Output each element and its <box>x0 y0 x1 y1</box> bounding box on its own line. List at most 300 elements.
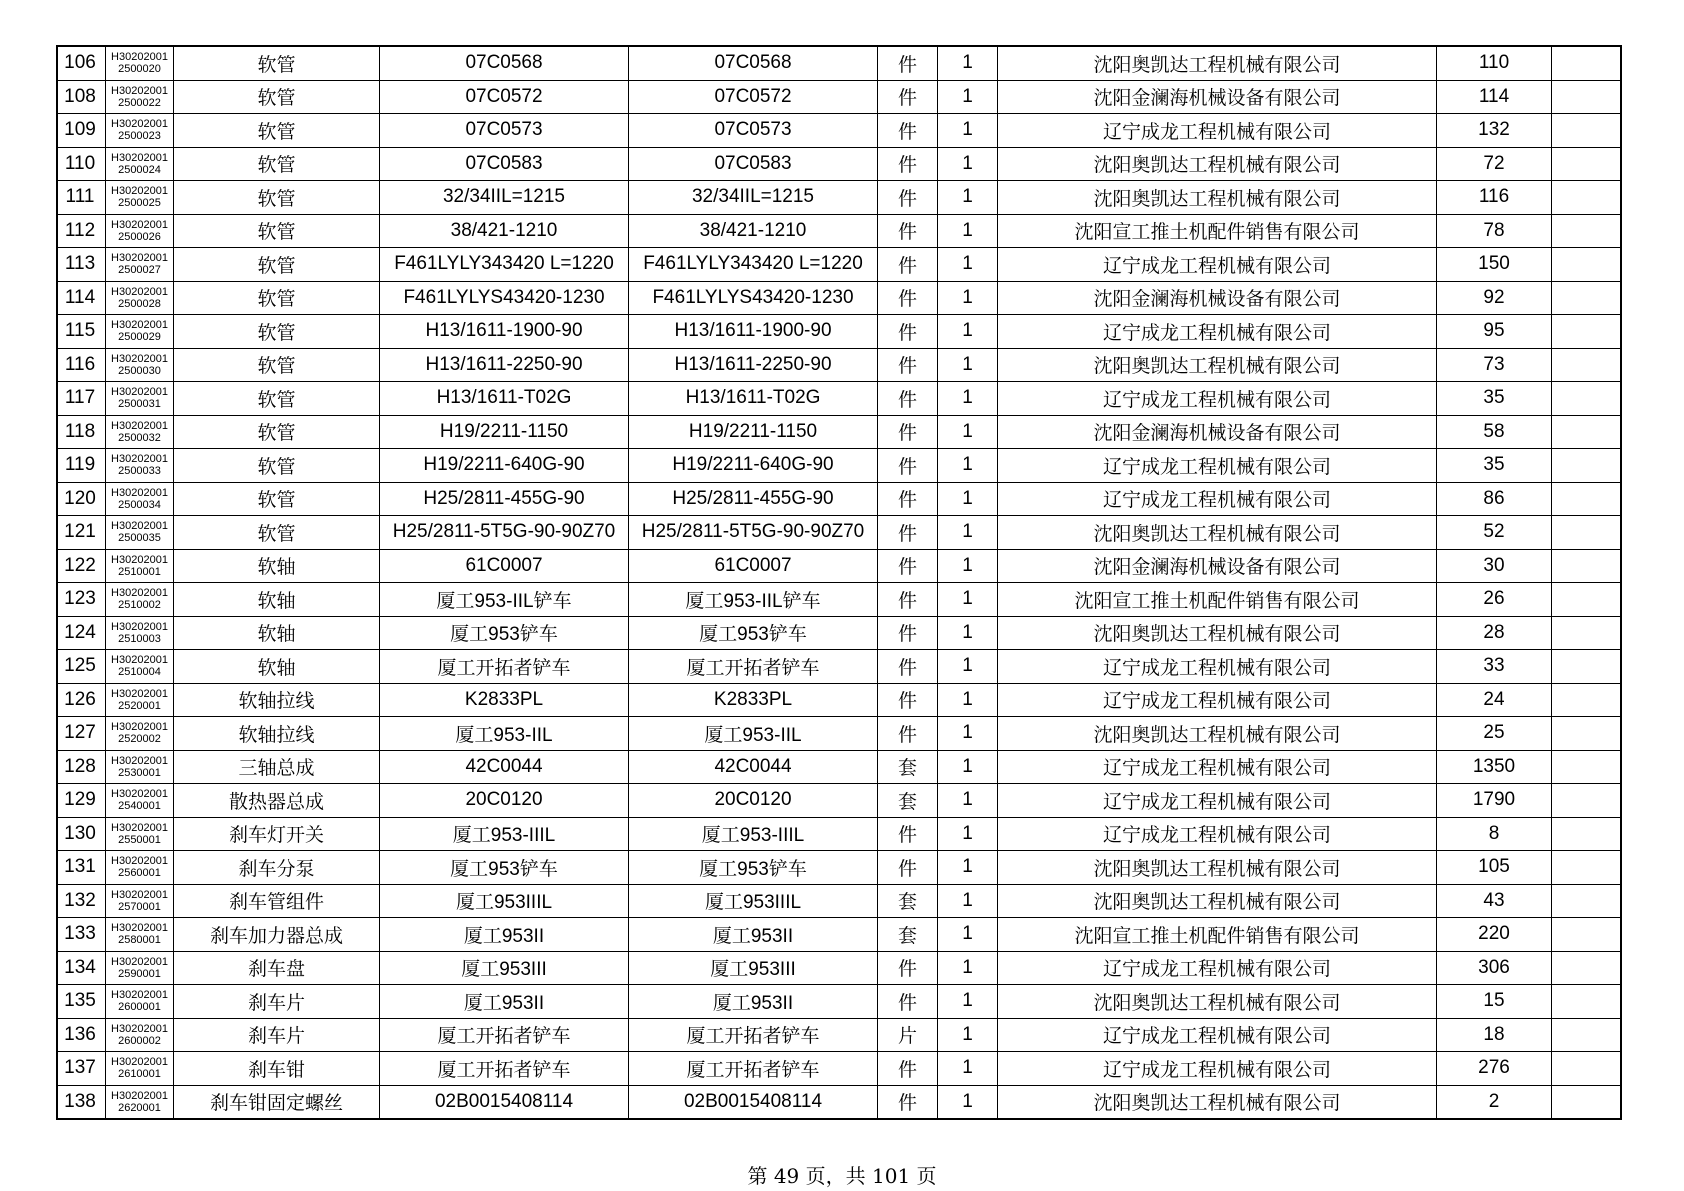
item-code-suffix: 2500031 <box>118 398 161 411</box>
supplier-cell: 沈阳奥凯达工程机械有限公司 <box>998 181 1437 215</box>
spec-model-alt-cell: 02B0015408114 <box>629 1085 878 1119</box>
item-name-cell: 刹车加力器总成 <box>174 918 380 952</box>
unit-cell: 件 <box>878 415 938 449</box>
item-code-prefix: H30202001 <box>111 185 168 198</box>
remark-cell <box>1552 46 1622 80</box>
item-name-cell: 软轴 <box>174 650 380 684</box>
supplier-cell: 沈阳金澜海机械设备有限公司 <box>998 415 1437 449</box>
remark-cell <box>1552 315 1622 349</box>
item-code-prefix: H30202001 <box>111 955 168 968</box>
quantity-cell: 1 <box>938 985 998 1019</box>
price-cell: 105 <box>1437 851 1552 885</box>
spec-model-alt-cell: H25/2811-5T5G-90-90Z70 <box>629 516 878 550</box>
item-name-cell: 刹车管组件 <box>174 884 380 918</box>
supplier-cell: 辽宁成龙工程机械有限公司 <box>998 315 1437 349</box>
item-name-cell: 软轴拉线 <box>174 717 380 751</box>
row-number-cell: 115 <box>57 315 106 349</box>
item-code-suffix: 2500020 <box>118 63 161 76</box>
supplier-cell: 沈阳金澜海机械设备有限公司 <box>998 80 1437 114</box>
quantity-cell: 1 <box>938 348 998 382</box>
item-code-cell <box>106 1052 174 1086</box>
item-name-cell: 软管 <box>174 181 380 215</box>
quantity-cell: 1 <box>938 683 998 717</box>
supplier-cell: 沈阳金澜海机械设备有限公司 <box>998 281 1437 315</box>
quantity-cell: 1 <box>938 918 998 952</box>
remark-cell <box>1552 951 1622 985</box>
quantity-cell: 1 <box>938 449 998 483</box>
quantity-cell: 1 <box>938 951 998 985</box>
price-cell: 110 <box>1437 46 1552 80</box>
row-number-cell: 118 <box>57 415 106 449</box>
item-code-cell <box>106 181 174 215</box>
spec-model-alt-cell: 07C0573 <box>629 114 878 148</box>
remark-cell <box>1552 214 1622 248</box>
quantity-cell: 1 <box>938 784 998 818</box>
quantity-cell: 1 <box>938 482 998 516</box>
spec-model-alt-cell: 厦工953-IIL <box>629 717 878 751</box>
item-code-cell <box>106 315 174 349</box>
item-code-cell <box>106 784 174 818</box>
table-row <box>57 1085 1621 1119</box>
item-code-cell <box>106 549 174 583</box>
row-number-cell: 109 <box>57 114 106 148</box>
price-cell: 220 <box>1437 918 1552 952</box>
spec-model-alt-cell: H13/1611-2250-90 <box>629 348 878 382</box>
item-code-cell <box>106 281 174 315</box>
item-name-cell: 软管 <box>174 114 380 148</box>
price-cell: 73 <box>1437 348 1552 382</box>
price-cell: 150 <box>1437 248 1552 282</box>
parts-price-table <box>56 45 1622 1120</box>
quantity-cell: 1 <box>938 1018 998 1052</box>
item-code-suffix: 2510004 <box>118 666 161 679</box>
spec-model-alt-cell: F461LYLY343420 L=1220 <box>629 248 878 282</box>
quantity-cell: 1 <box>938 181 998 215</box>
item-code-prefix: H30202001 <box>111 687 168 700</box>
row-number-cell: 127 <box>57 717 106 751</box>
spec-model-cell: 61C0007 <box>380 549 629 583</box>
remark-cell <box>1552 1085 1622 1119</box>
table-row <box>57 46 1621 80</box>
item-code-cell <box>106 1018 174 1052</box>
price-cell: 276 <box>1437 1052 1552 1086</box>
price-cell: 43 <box>1437 884 1552 918</box>
supplier-cell: 沈阳宣工推土机配件销售有限公司 <box>998 583 1437 617</box>
item-name-cell: 软管 <box>174 315 380 349</box>
unit-cell: 件 <box>878 147 938 181</box>
table-row <box>57 851 1621 885</box>
table-row <box>57 382 1621 416</box>
row-number-cell: 111 <box>57 181 106 215</box>
remark-cell <box>1552 817 1622 851</box>
unit-cell: 件 <box>878 80 938 114</box>
spec-model-alt-cell: 07C0583 <box>629 147 878 181</box>
item-code-cell <box>106 516 174 550</box>
quantity-cell: 1 <box>938 415 998 449</box>
item-name-cell: 软轴拉线 <box>174 683 380 717</box>
price-cell: 33 <box>1437 650 1552 684</box>
price-cell: 1350 <box>1437 750 1552 784</box>
spec-model-alt-cell: 07C0568 <box>629 46 878 80</box>
quantity-cell: 1 <box>938 382 998 416</box>
row-number-cell: 114 <box>57 281 106 315</box>
supplier-cell: 辽宁成龙工程机械有限公司 <box>998 1052 1437 1086</box>
spec-model-cell: 20C0120 <box>380 784 629 818</box>
remark-cell <box>1552 851 1622 885</box>
item-code-cell <box>106 918 174 952</box>
item-code-suffix: 2500035 <box>118 532 161 545</box>
spec-model-cell: H19/2211-1150 <box>380 415 629 449</box>
supplier-cell: 沈阳金澜海机械设备有限公司 <box>998 549 1437 583</box>
spec-model-alt-cell: 厦工开拓者铲车 <box>629 1052 878 1086</box>
supplier-cell: 辽宁成龙工程机械有限公司 <box>998 382 1437 416</box>
spec-model-cell: 07C0583 <box>380 147 629 181</box>
price-cell: 35 <box>1437 382 1552 416</box>
supplier-cell: 沈阳奥凯达工程机械有限公司 <box>998 516 1437 550</box>
item-code-suffix: 2500028 <box>118 297 161 310</box>
item-code-suffix: 2520002 <box>118 733 161 746</box>
table-row <box>57 951 1621 985</box>
supplier-cell: 辽宁成龙工程机械有限公司 <box>998 750 1437 784</box>
item-code-cell <box>106 650 174 684</box>
spec-model-cell: H13/1611-T02G <box>380 382 629 416</box>
spec-model-cell: F461LYLYS43420-1230 <box>380 281 629 315</box>
item-name-cell: 软管 <box>174 46 380 80</box>
spec-model-cell: 厦工953II <box>380 985 629 1019</box>
table-row <box>57 315 1621 349</box>
item-name-cell: 软管 <box>174 147 380 181</box>
supplier-cell: 沈阳宣工推土机配件销售有限公司 <box>998 918 1437 952</box>
spec-model-cell: H13/1611-1900-90 <box>380 315 629 349</box>
price-cell: 1790 <box>1437 784 1552 818</box>
spec-model-alt-cell: 厦工953铲车 <box>629 851 878 885</box>
remark-cell <box>1552 549 1622 583</box>
row-number-cell: 112 <box>57 214 106 248</box>
spec-model-alt-cell: F461LYLYS43420-1230 <box>629 281 878 315</box>
item-code-suffix: 2620001 <box>118 1101 161 1114</box>
item-name-cell: 刹车盘 <box>174 951 380 985</box>
spec-model-alt-cell: H13/1611-1900-90 <box>629 315 878 349</box>
item-name-cell: 软轴 <box>174 583 380 617</box>
unit-cell: 件 <box>878 1085 938 1119</box>
item-code-prefix: H30202001 <box>111 553 168 566</box>
spec-model-cell: 厦工953IIIL <box>380 884 629 918</box>
supplier-cell: 沈阳奥凯达工程机械有限公司 <box>998 717 1437 751</box>
supplier-cell: 沈阳奥凯达工程机械有限公司 <box>998 46 1437 80</box>
table-row <box>57 516 1621 550</box>
item-name-cell: 刹车钳 <box>174 1052 380 1086</box>
row-number-cell: 110 <box>57 147 106 181</box>
unit-cell: 件 <box>878 315 938 349</box>
row-number-cell: 135 <box>57 985 106 1019</box>
spec-model-cell: 厦工开拓者铲车 <box>380 650 629 684</box>
item-code-cell <box>106 46 174 80</box>
price-cell: 132 <box>1437 114 1552 148</box>
row-number-cell: 125 <box>57 650 106 684</box>
item-code-cell <box>106 683 174 717</box>
spec-model-alt-cell: K2833PL <box>629 683 878 717</box>
price-cell: 26 <box>1437 583 1552 617</box>
spec-model-alt-cell: 厦工953II <box>629 985 878 1019</box>
supplier-cell: 沈阳奥凯达工程机械有限公司 <box>998 1085 1437 1119</box>
table-row <box>57 449 1621 483</box>
spec-model-alt-cell: H19/2211-1150 <box>629 415 878 449</box>
supplier-cell: 辽宁成龙工程机械有限公司 <box>998 114 1437 148</box>
unit-cell: 件 <box>878 851 938 885</box>
item-code-suffix: 2590001 <box>118 967 161 980</box>
item-code-prefix: H30202001 <box>111 319 168 332</box>
row-number-cell: 136 <box>57 1018 106 1052</box>
spec-model-cell: 38/421-1210 <box>380 214 629 248</box>
item-code-suffix: 2500024 <box>118 163 161 176</box>
item-code-prefix: H30202001 <box>111 386 168 399</box>
unit-cell: 件 <box>878 348 938 382</box>
spec-model-alt-cell: H25/2811-455G-90 <box>629 482 878 516</box>
item-code-prefix: H30202001 <box>111 520 168 533</box>
item-code-cell <box>106 449 174 483</box>
remark-cell <box>1552 114 1622 148</box>
row-number-cell: 106 <box>57 46 106 80</box>
item-name-cell: 刹车分泵 <box>174 851 380 885</box>
unit-cell: 件 <box>878 214 938 248</box>
unit-cell: 片 <box>878 1018 938 1052</box>
quantity-cell: 1 <box>938 717 998 751</box>
row-number-cell: 128 <box>57 750 106 784</box>
remark-cell <box>1552 248 1622 282</box>
supplier-cell: 沈阳宣工推土机配件销售有限公司 <box>998 214 1437 248</box>
supplier-cell: 辽宁成龙工程机械有限公司 <box>998 248 1437 282</box>
item-code-prefix: H30202001 <box>111 118 168 131</box>
item-name-cell: 软管 <box>174 382 380 416</box>
unit-cell: 件 <box>878 46 938 80</box>
price-cell: 306 <box>1437 951 1552 985</box>
page-footer: 第 49 页，共 101 页 <box>747 1164 937 1188</box>
remark-cell <box>1552 415 1622 449</box>
spec-model-cell: 厦工953-IIL <box>380 717 629 751</box>
unit-cell: 件 <box>878 114 938 148</box>
item-name-cell: 散热器总成 <box>174 784 380 818</box>
supplier-cell: 辽宁成龙工程机械有限公司 <box>998 449 1437 483</box>
item-code-suffix: 2580001 <box>118 934 161 947</box>
table-row <box>57 583 1621 617</box>
remark-cell <box>1552 717 1622 751</box>
item-code-prefix: H30202001 <box>111 453 168 466</box>
spec-model-alt-cell: 厦工953-IIL铲车 <box>629 583 878 617</box>
item-code-suffix: 2500029 <box>118 331 161 344</box>
quantity-cell: 1 <box>938 884 998 918</box>
spec-model-alt-cell: H19/2211-640G-90 <box>629 449 878 483</box>
quantity-cell: 1 <box>938 817 998 851</box>
price-cell: 78 <box>1437 214 1552 248</box>
remark-cell <box>1552 918 1622 952</box>
item-code-cell <box>106 382 174 416</box>
unit-cell: 件 <box>878 248 938 282</box>
item-name-cell: 刹车钳固定螺丝 <box>174 1085 380 1119</box>
supplier-cell: 沈阳奥凯达工程机械有限公司 <box>998 851 1437 885</box>
price-cell: 35 <box>1437 449 1552 483</box>
quantity-cell: 1 <box>938 1085 998 1119</box>
item-code-prefix: H30202001 <box>111 821 168 834</box>
price-cell: 18 <box>1437 1018 1552 1052</box>
spec-model-cell: 厦工开拓者铲车 <box>380 1018 629 1052</box>
quantity-cell: 1 <box>938 549 998 583</box>
spec-model-cell: 厦工953III <box>380 951 629 985</box>
remark-cell <box>1552 616 1622 650</box>
spec-model-alt-cell: 厦工953III <box>629 951 878 985</box>
supplier-cell: 辽宁成龙工程机械有限公司 <box>998 784 1437 818</box>
spec-model-alt-cell: 厦工953-IIIL <box>629 817 878 851</box>
unit-cell: 件 <box>878 382 938 416</box>
table-row <box>57 549 1621 583</box>
table-row <box>57 985 1621 1019</box>
table-row <box>57 1052 1621 1086</box>
row-number-cell: 116 <box>57 348 106 382</box>
row-number-cell: 123 <box>57 583 106 617</box>
unit-cell: 件 <box>878 281 938 315</box>
spec-model-alt-cell: 38/421-1210 <box>629 214 878 248</box>
item-code-suffix: 2500033 <box>118 465 161 478</box>
item-name-cell: 刹车灯开关 <box>174 817 380 851</box>
spec-model-alt-cell: 61C0007 <box>629 549 878 583</box>
remark-cell <box>1552 516 1622 550</box>
remark-cell <box>1552 281 1622 315</box>
item-code-cell <box>106 851 174 885</box>
supplier-cell: 沈阳奥凯达工程机械有限公司 <box>998 884 1437 918</box>
table-row <box>57 750 1621 784</box>
supplier-cell: 沈阳奥凯达工程机械有限公司 <box>998 147 1437 181</box>
supplier-cell: 辽宁成龙工程机械有限公司 <box>998 650 1437 684</box>
item-code-prefix: H30202001 <box>111 352 168 365</box>
item-name-cell: 软管 <box>174 214 380 248</box>
item-name-cell: 刹车片 <box>174 1018 380 1052</box>
item-name-cell: 软轴 <box>174 549 380 583</box>
item-code-cell <box>106 884 174 918</box>
item-code-suffix: 2500030 <box>118 364 161 377</box>
price-cell: 8 <box>1437 817 1552 851</box>
spec-model-cell: H13/1611-2250-90 <box>380 348 629 382</box>
item-code-prefix: H30202001 <box>111 754 168 767</box>
row-number-cell: 137 <box>57 1052 106 1086</box>
supplier-cell: 沈阳奥凯达工程机械有限公司 <box>998 985 1437 1019</box>
item-code-prefix: H30202001 <box>111 151 168 164</box>
remark-cell <box>1552 1052 1622 1086</box>
item-code-prefix: H30202001 <box>111 654 168 667</box>
item-code-prefix: H30202001 <box>111 1089 168 1102</box>
remark-cell <box>1552 482 1622 516</box>
row-number-cell: 119 <box>57 449 106 483</box>
row-number-cell: 120 <box>57 482 106 516</box>
quantity-cell: 1 <box>938 147 998 181</box>
table-row <box>57 281 1621 315</box>
item-code-suffix: 2600002 <box>118 1034 161 1047</box>
item-code-prefix: H30202001 <box>111 587 168 600</box>
unit-cell: 件 <box>878 817 938 851</box>
remark-cell <box>1552 985 1622 1019</box>
item-code-prefix: H30202001 <box>111 218 168 231</box>
spec-model-cell: F461LYLY343420 L=1220 <box>380 248 629 282</box>
remark-cell <box>1552 449 1622 483</box>
table-row <box>57 147 1621 181</box>
supplier-cell: 辽宁成龙工程机械有限公司 <box>998 951 1437 985</box>
price-cell: 28 <box>1437 616 1552 650</box>
price-cell: 72 <box>1437 147 1552 181</box>
unit-cell: 件 <box>878 181 938 215</box>
table-row <box>57 415 1621 449</box>
item-code-suffix: 2510002 <box>118 599 161 612</box>
item-name-cell: 软管 <box>174 449 380 483</box>
spec-model-cell: 厦工953铲车 <box>380 851 629 885</box>
table-row <box>57 683 1621 717</box>
supplier-cell: 辽宁成龙工程机械有限公司 <box>998 1018 1437 1052</box>
spec-model-cell: 厦工953II <box>380 918 629 952</box>
item-code-cell <box>106 750 174 784</box>
item-name-cell: 三轴总成 <box>174 750 380 784</box>
item-code-suffix: 2500026 <box>118 230 161 243</box>
item-code-suffix: 2560001 <box>118 867 161 880</box>
item-code-prefix: H30202001 <box>111 989 168 1002</box>
remark-cell <box>1552 181 1622 215</box>
item-code-cell <box>106 583 174 617</box>
spec-model-alt-cell: 厦工开拓者铲车 <box>629 650 878 684</box>
unit-cell: 件 <box>878 951 938 985</box>
table-row <box>57 784 1621 818</box>
item-code-cell <box>106 1085 174 1119</box>
item-name-cell: 软管 <box>174 80 380 114</box>
spec-model-alt-cell: 厦工953铲车 <box>629 616 878 650</box>
item-code-cell <box>106 147 174 181</box>
remark-cell <box>1552 650 1622 684</box>
spec-model-cell: 厦工开拓者铲车 <box>380 1052 629 1086</box>
item-code-prefix: H30202001 <box>111 620 168 633</box>
item-code-prefix: H30202001 <box>111 1056 168 1069</box>
item-code-cell <box>106 482 174 516</box>
unit-cell: 件 <box>878 549 938 583</box>
supplier-cell: 辽宁成龙工程机械有限公司 <box>998 482 1437 516</box>
quantity-cell: 1 <box>938 248 998 282</box>
item-name-cell: 软管 <box>174 281 380 315</box>
remark-cell <box>1552 147 1622 181</box>
remark-cell <box>1552 583 1622 617</box>
row-number-cell: 131 <box>57 851 106 885</box>
unit-cell: 件 <box>878 683 938 717</box>
item-code-suffix: 2570001 <box>118 900 161 913</box>
quantity-cell: 1 <box>938 114 998 148</box>
unit-cell: 件 <box>878 516 938 550</box>
table-row <box>57 717 1621 751</box>
price-cell: 116 <box>1437 181 1552 215</box>
item-code-cell <box>106 248 174 282</box>
quantity-cell: 1 <box>938 80 998 114</box>
remark-cell <box>1552 1018 1622 1052</box>
table-row <box>57 1018 1621 1052</box>
price-cell: 30 <box>1437 549 1552 583</box>
item-code-suffix: 2520001 <box>118 699 161 712</box>
item-code-cell <box>106 951 174 985</box>
price-cell: 114 <box>1437 80 1552 114</box>
row-number-cell: 129 <box>57 784 106 818</box>
table-row <box>57 616 1621 650</box>
item-code-suffix: 2540001 <box>118 800 161 813</box>
item-code-suffix: 2500032 <box>118 431 161 444</box>
table-row <box>57 248 1621 282</box>
table-row <box>57 214 1621 248</box>
quantity-cell: 1 <box>938 516 998 550</box>
item-name-cell: 软轴 <box>174 616 380 650</box>
spec-model-alt-cell: 07C0572 <box>629 80 878 114</box>
remark-cell <box>1552 382 1622 416</box>
item-code-cell <box>106 817 174 851</box>
table-row <box>57 80 1621 114</box>
